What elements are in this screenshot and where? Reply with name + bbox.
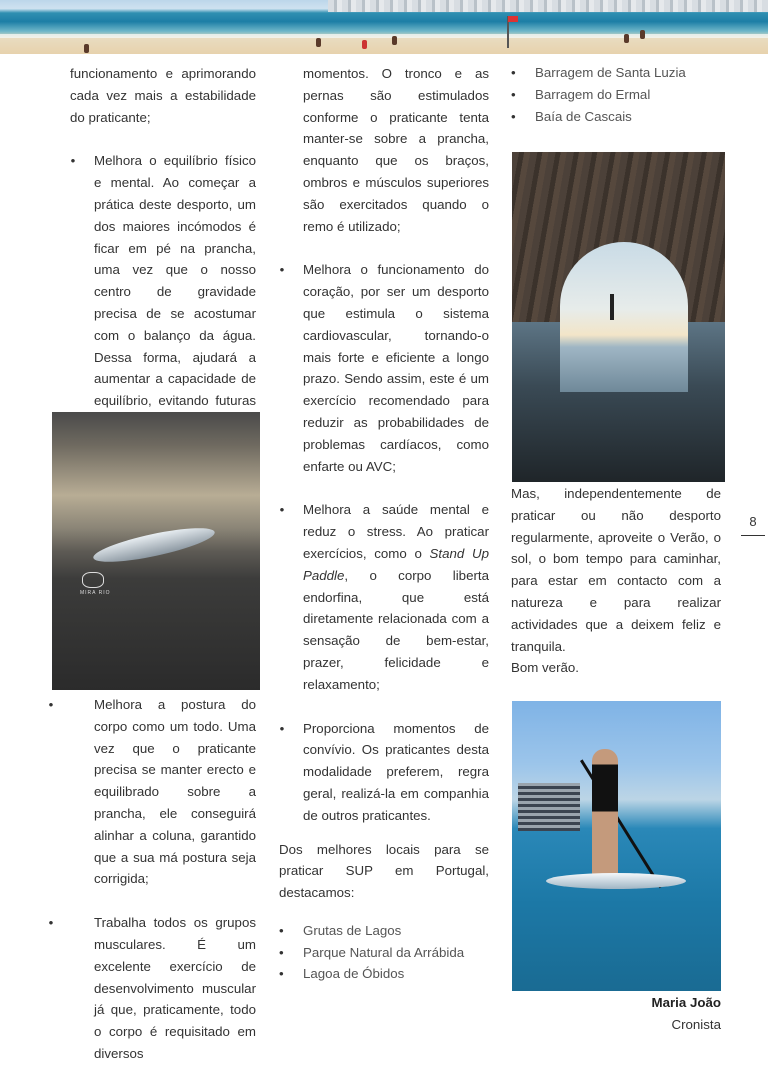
bullet-icon: • bbox=[48, 697, 54, 712]
list-item bbox=[279, 259, 489, 477]
author-name: Maria João bbox=[651, 995, 721, 1010]
list-item: • Barragem de Santa Luzia bbox=[511, 62, 725, 84]
bullet-text: Melhora a postura do corpo como um todo. Uma vez que o praticante precisa se manter erecto e equilibrado sobre a prancha, ele conseguirá alinhar a coluna, garantido que a sua má postura seja corrigida; bbox=[94, 697, 256, 887]
bullet-text: Melhora a saúde mental e reduz o stress. Ao praticar exercícios, como o bbox=[303, 502, 489, 561]
bullet-icon: • bbox=[511, 86, 516, 102]
author-role: Cronista bbox=[671, 1017, 721, 1032]
buildings bbox=[518, 783, 580, 831]
beachgoer bbox=[84, 44, 89, 53]
bullet-icon: • bbox=[279, 502, 285, 518]
list-item bbox=[48, 694, 256, 890]
bullet-icon: • bbox=[279, 922, 284, 938]
closing-paragraph: Mas, independentemente de praticar ou não desporto regularmente, aproveite o Verão, o sol, o bom tempo para caminhar, para estar em contacto com a natureza e para realizar actividades que a deixem feliz e tranquila. bbox=[511, 486, 721, 654]
list-item bbox=[70, 150, 256, 433]
signoff: Bom verão. bbox=[511, 660, 579, 676]
stone-arch-paddler-photo bbox=[512, 152, 725, 482]
paddle-board bbox=[546, 873, 686, 889]
paragraph: momentos. O tronco e as pernas são estimulados conforme o praticante tenta manter-se sobre a prancha, enquanto que os braços, ombros e músculos superiores são exercitados quando o remo é utilizado; bbox=[303, 66, 489, 234]
bullet-icon: • bbox=[279, 262, 285, 278]
paddle-board bbox=[91, 521, 217, 568]
sup-term: Stand Up Paddle bbox=[303, 545, 489, 583]
photo-watermark: MIRA RIO bbox=[80, 590, 111, 596]
list-item bbox=[48, 912, 256, 1065]
woman-standup-paddle-photo bbox=[512, 701, 721, 991]
bullet-icon: • bbox=[511, 65, 516, 80]
city-skyline bbox=[328, 0, 768, 12]
bullet-icon: • bbox=[511, 108, 516, 124]
bullet-text: Melhora o equilíbrio físico e mental. Ao começar a prática deste desporto, um dos maiores incómodos é ficar em pé na prancha, uma vez que o nosso centro de gravidade precisa de se acostumar com o balanço da água. Dessa forma, ajudará a aumentar a capacidade de equilíbrio, evitando futuras bbox=[94, 153, 256, 409]
bullet-text: , o corpo liberta endorfina, que está diretamente relacionada com a sensação de bem-estar, prazer, felicidade e relaxamento; bbox=[303, 567, 489, 692]
list-item: • Grutas de Lagos bbox=[279, 920, 489, 942]
bullet-text: Trabalha todos os grupos musculares. É um excelente exercício de desenvolvimento muscular já que, praticamente, todo o corpo é requisitado em diversos bbox=[94, 915, 256, 1061]
list-item: • Baía de Cascais bbox=[511, 106, 725, 128]
paddler bbox=[592, 749, 618, 879]
list-item: • Barragem do Ermal bbox=[511, 84, 725, 106]
bullet-icon: • bbox=[48, 915, 54, 931]
beachgoer bbox=[392, 36, 397, 45]
bullet-icon: • bbox=[279, 944, 284, 960]
photographer-logo-icon bbox=[82, 572, 104, 588]
beachgoer bbox=[640, 30, 645, 39]
beachgoer bbox=[316, 38, 321, 47]
column-1 bbox=[70, 63, 256, 434]
page-number-rule bbox=[741, 535, 765, 536]
beachgoer bbox=[624, 34, 629, 43]
bullet-icon: • bbox=[70, 153, 76, 169]
paragraph: funcionamento e aprimorando cada vez mais a estabilidade do praticante; bbox=[70, 66, 256, 125]
column-3 bbox=[511, 62, 725, 127]
beachgoer bbox=[362, 40, 367, 49]
author-signature bbox=[652, 992, 721, 1036]
bullet-icon: • bbox=[279, 720, 285, 736]
list-item: • Lagoa de Óbidos bbox=[279, 963, 489, 985]
column-3-closing bbox=[511, 483, 721, 679]
paddle-board-sunset-photo bbox=[52, 412, 260, 690]
list-item bbox=[279, 499, 489, 695]
column-2 bbox=[279, 63, 489, 985]
paddler-silhouette bbox=[610, 294, 614, 320]
wave-foam bbox=[0, 34, 768, 38]
places-intro: Dos melhores locais para se praticar SUP em Portugal, destacamos: bbox=[279, 841, 489, 901]
list-item bbox=[279, 718, 489, 827]
red-flag bbox=[508, 16, 518, 22]
places-list-continued bbox=[511, 62, 725, 127]
list-item: • Parque Natural da Arrábida bbox=[279, 942, 489, 964]
places-list bbox=[279, 920, 489, 985]
arch-opening bbox=[560, 242, 688, 392]
column-1-continued bbox=[48, 694, 256, 1065]
beach-banner-photo bbox=[0, 0, 768, 54]
page-number: 8 bbox=[749, 514, 757, 529]
bullet-text: Proporciona momentos de convívio. Os praticantes desta modalidade preferem, regra geral, realizá-la em companhia de outros praticantes. bbox=[303, 720, 489, 823]
bullet-text: Melhora o funcionamento do coração, por ser um desporto que estimula o sistema cardiovascular, tornando-o mais forte e eficiente a longo prazo. Sendo assim, este é um exercício recomendado para reduzir as probabilidades de problemas cardíacos, como enfarte ou AVC; bbox=[303, 262, 489, 474]
bullet-icon: • bbox=[279, 966, 284, 982]
